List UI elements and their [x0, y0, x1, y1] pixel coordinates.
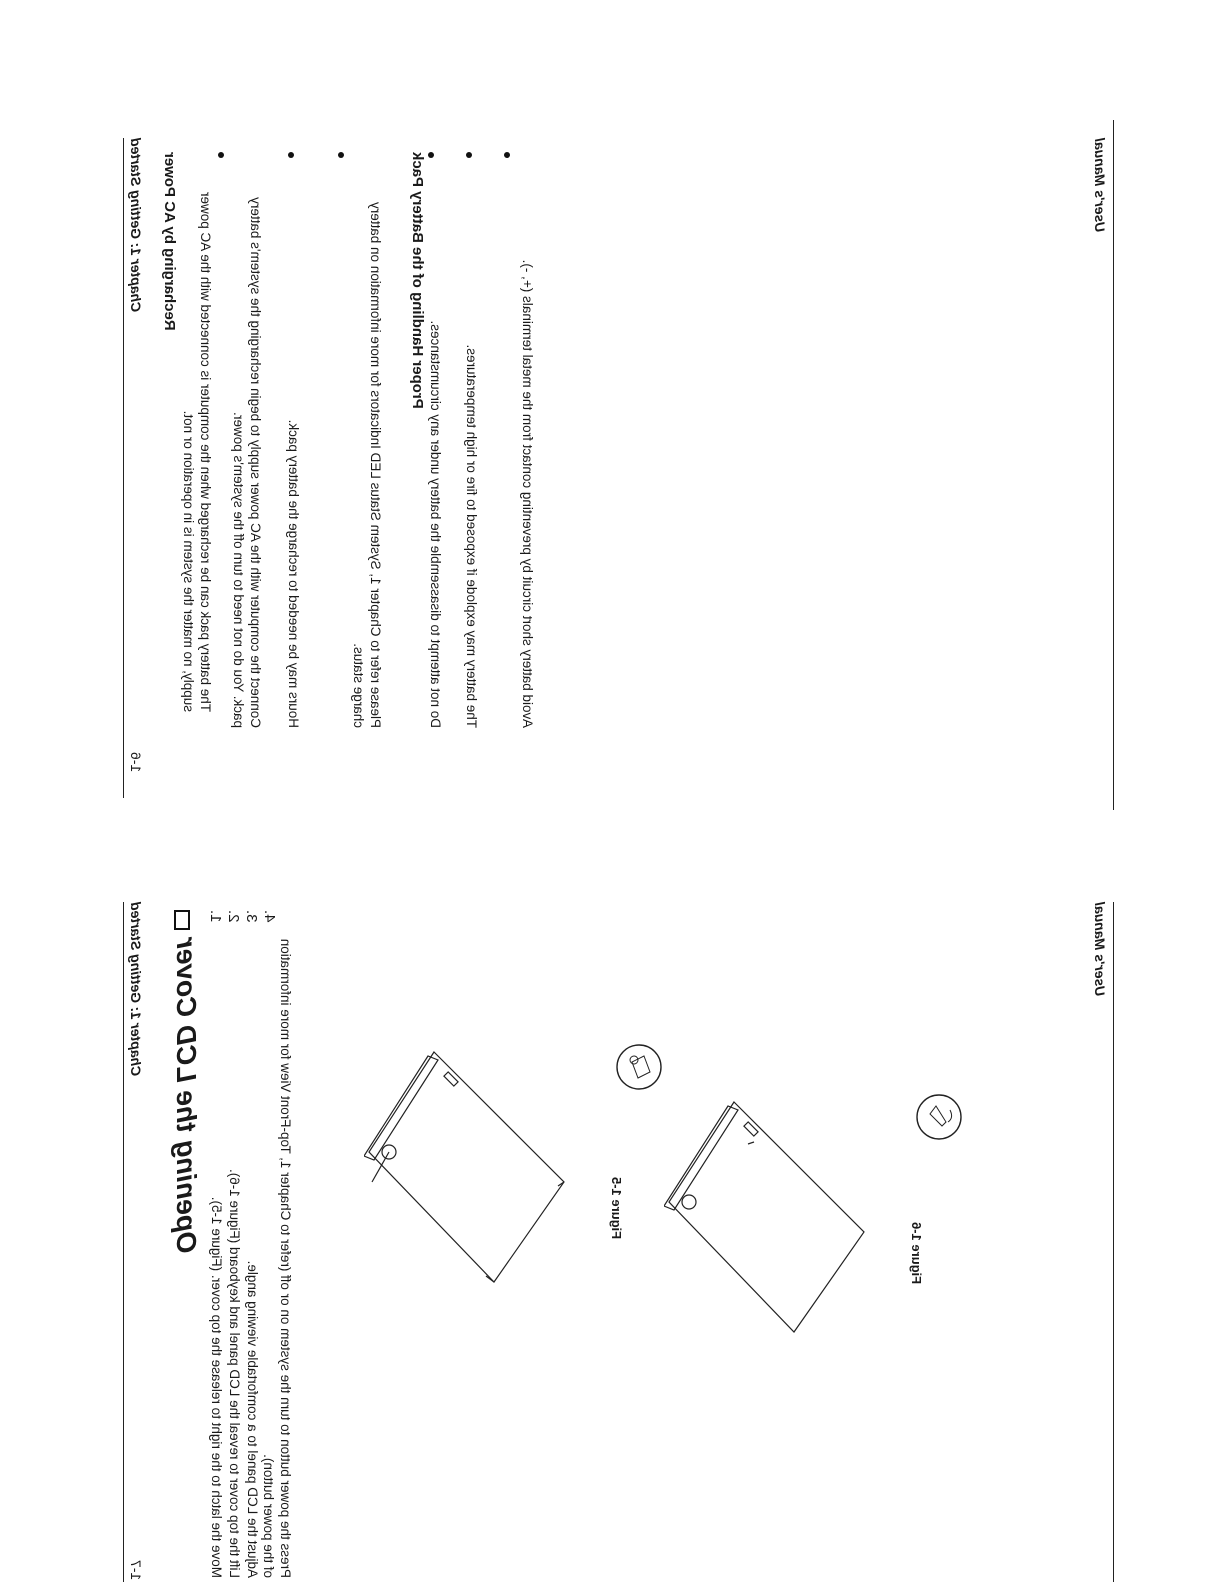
step-number: 2. — [225, 910, 242, 923]
footer-text: User's Manual — [1092, 902, 1108, 997]
section-heading: Recharging by AC Power — [161, 152, 178, 331]
bullet-dot — [504, 152, 510, 158]
step-number: 4. — [261, 910, 278, 923]
page-number: 1-7 — [128, 1560, 144, 1581]
list-item: The battery may explode if exposed to fire or high temperatures. — [464, 344, 479, 728]
bullet-dot — [466, 152, 472, 158]
header-text: Chapter 1: Getting Started — [128, 138, 144, 313]
step-number: 3. — [243, 910, 260, 923]
step-text: Press the power button to turn the system on or off (refer to Chapter 1, Top-Front View for more information of the power button). — [261, 938, 293, 1578]
figure-caption: Figure 1-6 — [909, 1222, 924, 1285]
bullet-dot — [218, 152, 224, 158]
bullet-dot — [428, 152, 434, 158]
list-item: Hours may be needed to recharge the battery pack. — [286, 419, 301, 728]
zoom-detail-icon — [914, 1092, 964, 1142]
footer-rule — [1113, 120, 1114, 810]
footer-text: User's Manual — [1092, 138, 1108, 233]
bullet-dot — [338, 152, 344, 158]
figure-caption: Figure 1-5 — [609, 1177, 624, 1240]
figure-1-5-laptop-illustration — [364, 1032, 604, 1302]
page-number: 1-6 — [128, 752, 144, 773]
figure-1-6-laptop-illustration — [664, 1082, 904, 1352]
step-number: 1. — [207, 910, 224, 923]
page-1-7 — [0, 792, 1224, 1584]
footer-rule — [1113, 902, 1114, 1582]
section-intro: The battery pack can be recharged when the computer is connected with the AC power supply, no matter the system is in operation or not. — [181, 191, 213, 712]
zoom-detail-icon — [614, 1042, 664, 1092]
header-text: Chapter 1: Getting Started — [128, 902, 144, 1077]
list-item: Do not attempt to disassemble the battery under any circumstances. — [428, 320, 443, 728]
step-text: Lift the top cover to reveal the LCD panel and keyboard (Figure 1-6). — [227, 1169, 242, 1578]
laptop-icon — [174, 910, 190, 930]
header-rule — [123, 902, 124, 1582]
bullet-dot — [288, 152, 294, 158]
step-text: Adjust the LCD panel to a comfortable viewing angle. — [245, 1260, 260, 1578]
page-title: Opening the LCD Cover — [171, 938, 202, 1254]
list-item: Avoid battery short circuit by preventing contact from the metal terminals (+, -). — [520, 259, 535, 728]
step-text: Move the latch to the right to release the top cover. (Figure 1-5). — [209, 1196, 224, 1578]
header-rule — [123, 138, 124, 798]
section-heading: Proper Handling of the Battery Pack — [409, 152, 426, 409]
list-item: Please refer to Chapter 1, System Status LED Indicators for more information on battery charge status. — [351, 202, 383, 728]
list-item: Connect the computer with the AC power supply to begin recharging the system's battery pack. You do not need to turn off the system's power. — [231, 197, 263, 728]
